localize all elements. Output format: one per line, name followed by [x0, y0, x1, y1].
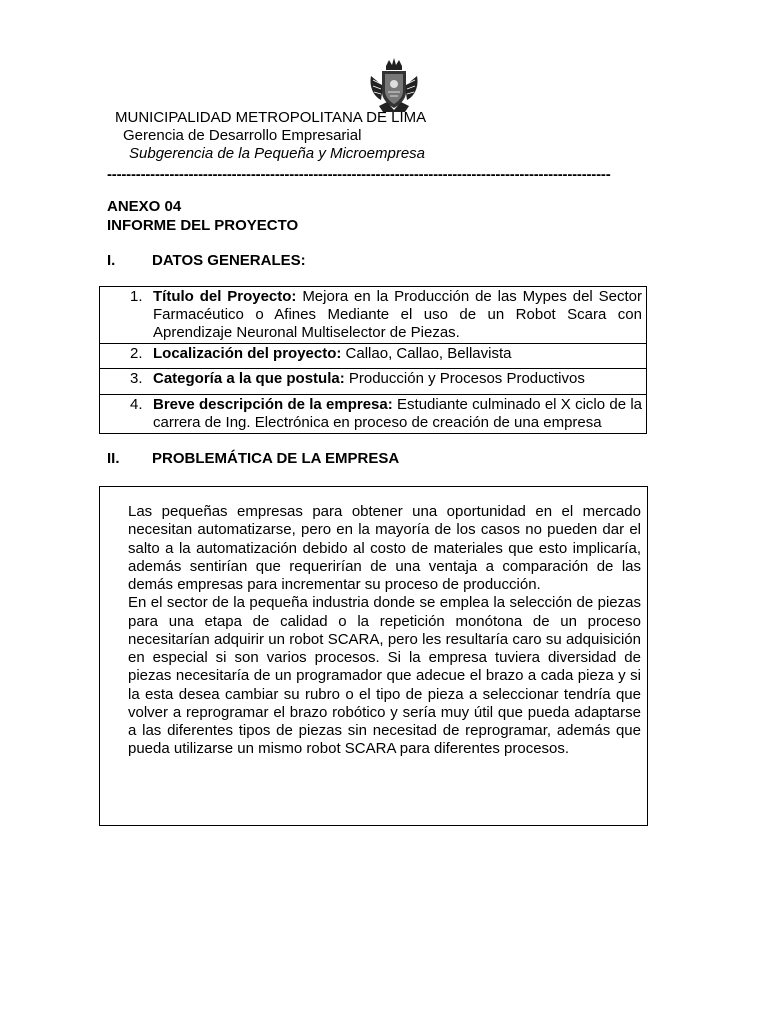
general-data-row [100, 394, 646, 433]
row-number: 1. [130, 288, 143, 305]
coat-of-arms-logo [367, 56, 421, 114]
department-name: Gerencia de Desarrollo Empresarial [123, 127, 362, 144]
general-data-row [100, 368, 646, 394]
row-value: Callao, Callao, Bellavista [345, 345, 512, 362]
row-value: Producción y Procesos Productivos [348, 370, 585, 387]
row-label: Categoría a la que postula: [153, 370, 349, 387]
row-value: Estudiante culminado el X ciclo de la carrera de Ing. Electrónica en proceso de creación de una empresa [153, 396, 642, 431]
row-number: 3. [130, 370, 143, 387]
problem-text [128, 503, 641, 759]
row-label: Localización del proyecto: [153, 345, 346, 362]
row-value: Mejora en la Producción de las Mypes del Sector Farmacéutico o Afines Mediante el uso de un Robot Scara con Aprendizaje Neuronal Multiselector de Piezas. [153, 288, 642, 341]
row-label: Breve descripción de la empresa: [153, 396, 398, 413]
problem-box [99, 486, 648, 826]
section-1-number: I. [107, 252, 116, 269]
section-1-title: DATOS GENERALES: [152, 252, 306, 269]
problem-paragraph: Las pequeñas empresas para obtener una oportunidad en el mercado necesitan automatizarse, pero en la mayoría de los casos no pueden dar el salto a la automatización debido al costo de materiales que esto implicaría, además sentirían que requerirían de una ventaja a comparación de las demás empresas para incrementar su proceso de producción. [128, 503, 641, 593]
subdepartment-name: Subgerencia de la Pequeña y Microempresa [129, 145, 426, 162]
section-2-title: PROBLEMÁTICA DE LA EMPRESA [152, 450, 400, 467]
general-data-row [100, 343, 646, 368]
section-2-number: II. [107, 450, 120, 467]
row-number: 4. [130, 396, 143, 413]
row-label: Título del Proyecto: [153, 288, 303, 305]
organization-name: MUNICIPALIDAD METROPOLITANA DE LIMA [115, 109, 427, 126]
general-data-row [100, 287, 646, 343]
report-title: INFORME DEL PROYECTO [107, 217, 299, 234]
dashed-separator: --------------------------------------------------------------------------------------------------------- [107, 166, 611, 183]
row-number: 2. [130, 345, 143, 362]
problem-paragraph: En el sector de la pequeña industria donde se emplea la selección de piezas para una etapa de calidad o la repetición monótona de un proceso necesitarían adquirir un robot SCARA, pero les resultaría caro su adquisición en especial si son varios procesos. Si la empresa tuviera diversidad de piezas necesitaría de un programador que adecue el brazo a cada pieza y si la esta desea cambiar su rubro o el tipo de pieza a seleccionar tendría que volver a reprogramar el brazo robótico y sería muy útil que pueda adaptarse a las diferentes tipos de piezas sin necesitad de reprogramar, además que pueda utilizarse un mismo robot SCARA para diferentes procesos. [128, 594, 641, 758]
general-data-table [99, 286, 647, 434]
annex-label: ANEXO 04 [107, 198, 182, 215]
